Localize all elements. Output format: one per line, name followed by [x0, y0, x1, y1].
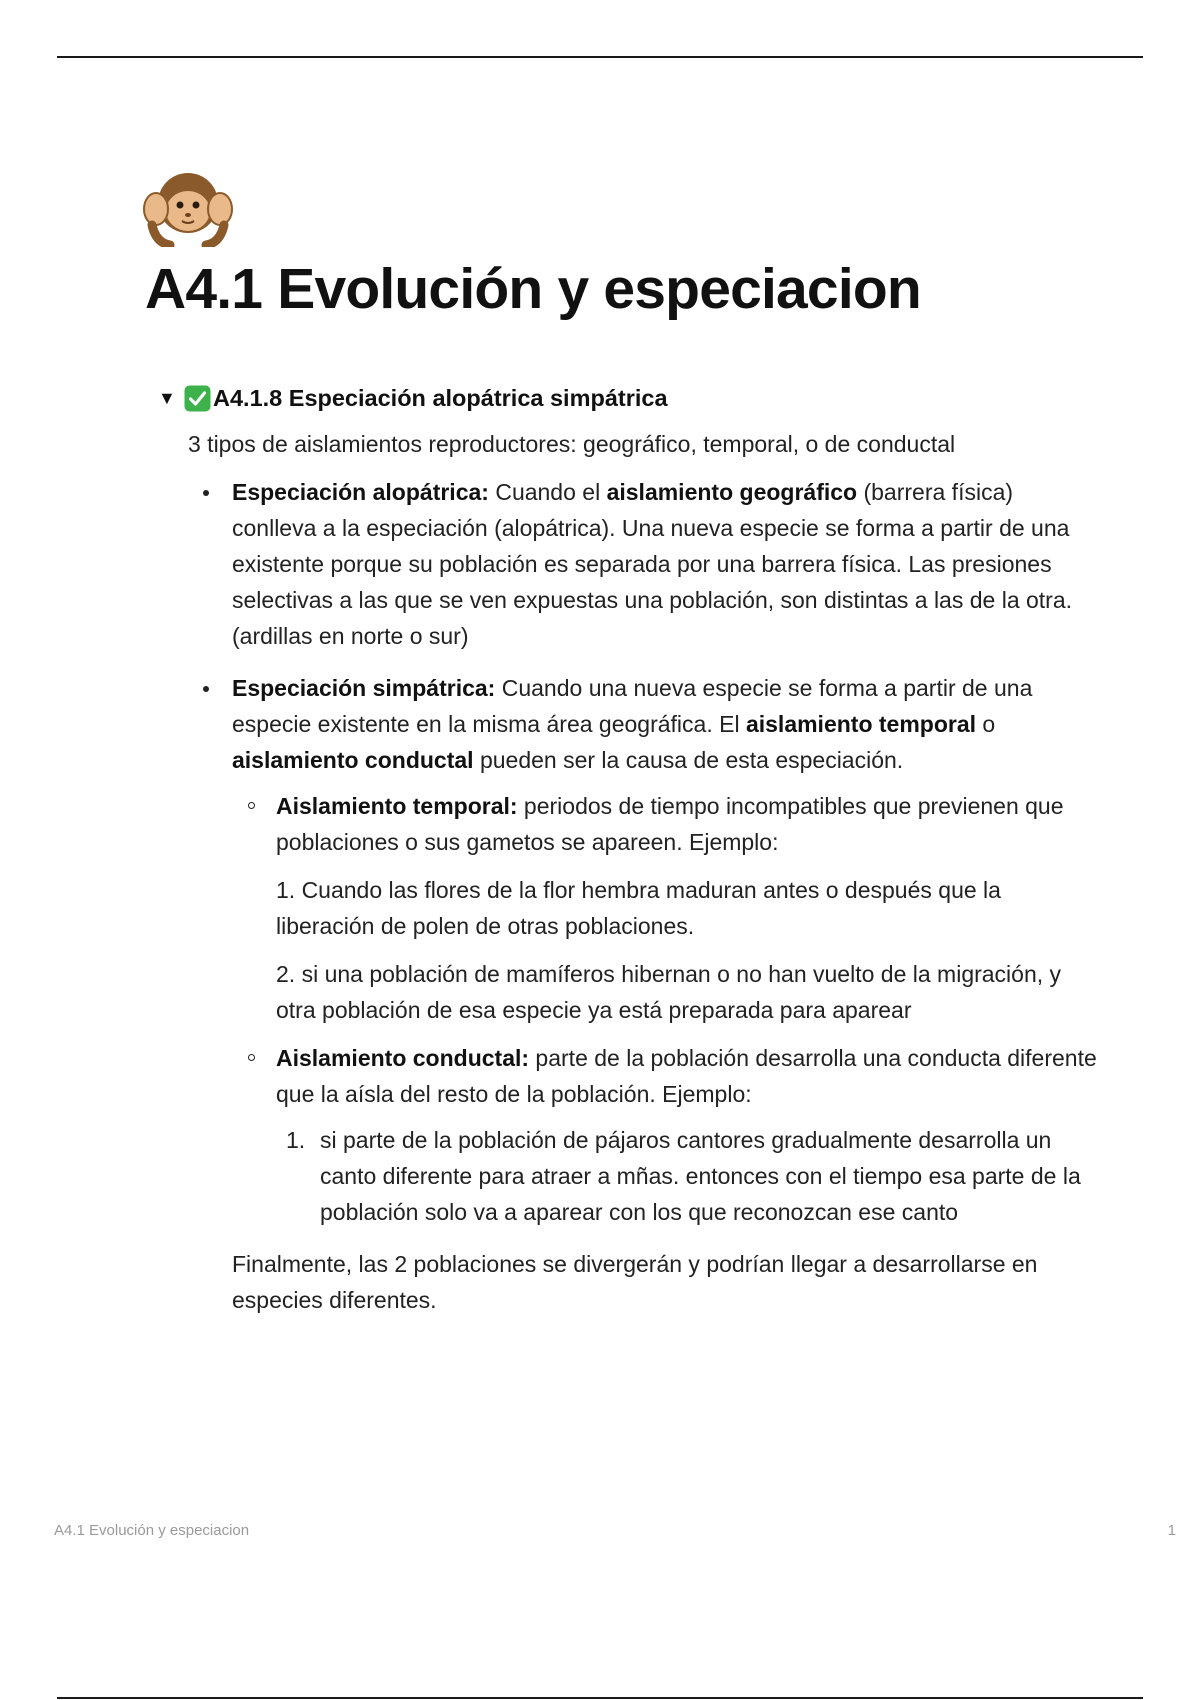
page-title: A4.1 Evolución y especiacion: [145, 257, 921, 321]
term-conductal: Aislamiento conductal:: [276, 1045, 530, 1071]
triangle-down-icon[interactable]: ▼: [158, 388, 176, 408]
term-temporal: Aislamiento temporal:: [276, 793, 518, 819]
simpatrica-text-2: o: [976, 711, 996, 737]
footer-document-title: A4.1 Evolución y especiacion: [54, 1522, 250, 1539]
list-item-alopatrica: [188, 474, 1098, 654]
top-divider: [57, 56, 1143, 58]
toggle-title: A4.1.8 Especiación alopátrica simpátrica: [213, 385, 668, 411]
simpatrica-text-1: Cuando una nueva especie se forma a partir de una especie existente en la misma área geográfica. El: [232, 675, 1033, 737]
temporal-text: periodos de tiempo incompatibles que previenen que poblaciones o sus gametos se apareen. Ejemplo:: [276, 793, 1064, 855]
term-alopatrica: Especiación alopátrica:: [232, 479, 489, 505]
isolation-sublist: [232, 788, 1098, 1230]
see-no-evil-monkey-icon: [142, 163, 234, 247]
speciation-list: [188, 474, 1098, 1230]
alopatrica-bold-1: aislamiento geográfico: [606, 479, 858, 505]
temporal-example-1: 1. Cuando las flores de la flor hembra maduran antes o después que la liberación de polen de otras poblaciones.: [276, 877, 1001, 939]
list-number: 1.: [286, 1127, 306, 1153]
bullet-icon: [203, 490, 209, 496]
numbered-list-item: [276, 1122, 1098, 1230]
conductal-text: parte de la población desarrolla una conducta diferente que la aísla del resto de la población. Ejemplo:: [276, 1045, 1097, 1107]
footer-page-number: 1: [1167, 1522, 1176, 1539]
simpatrica-bold-1: aislamiento temporal: [745, 711, 977, 737]
final-paragraph: Finalmente, las 2 poblaciones se divergerán y podrían llegar a desarrollarse en especies diferentes.: [232, 1251, 1038, 1313]
page-content: [158, 380, 1098, 1318]
hollow-bullet-icon: [248, 1054, 255, 1061]
conductal-numbered-list: [276, 1122, 1098, 1230]
green-check-mark-icon: [184, 385, 211, 412]
simpatrica-text-3: pueden ser la causa de esta especiación.: [473, 747, 904, 773]
temporal-example-2: 2. si una población de mamíferos hibernan o no han vuelto de la migración, y otra población de esa especie ya está preparada para aparear: [276, 961, 1062, 1023]
alopatrica-text-2: (barrera física) conlleva a la especiación (alopátrica). Una nueva especie se forma a partir de una existente porque su población es separada por una barrera física. Las presiones selectivas a las que se ven expuestas una población, son distintas a las de la otra. (ardillas en norte o sur): [232, 479, 1073, 649]
intro-paragraph: 3 tipos de aislamientos reproductores: geográfico, temporal, o de conductal: [188, 431, 956, 457]
bottom-divider: [57, 1697, 1143, 1699]
sublist-item-temporal: [232, 788, 1098, 1028]
term-simpatrica: Especiación simpátrica:: [232, 675, 496, 701]
simpatrica-bold-2: aislamiento conductal: [232, 747, 474, 773]
sublist-item-conductal: [232, 1040, 1098, 1230]
toggle-block-body: [158, 426, 1098, 1318]
conductal-example-text: si parte de la población de pájaros cantores gradualmente desarrolla un canto diferente para atraer a mñas. entonces con el tiempo esa parte de la población solo va a aparear con los que reconozcan ese canto: [320, 1127, 1081, 1225]
alopatrica-text-1: Cuando el: [488, 479, 607, 505]
bullet-icon: [203, 686, 209, 692]
toggle-block-header[interactable]: [158, 380, 1098, 416]
list-item-simpatrica: [188, 670, 1098, 1230]
hollow-bullet-icon: [248, 802, 255, 809]
